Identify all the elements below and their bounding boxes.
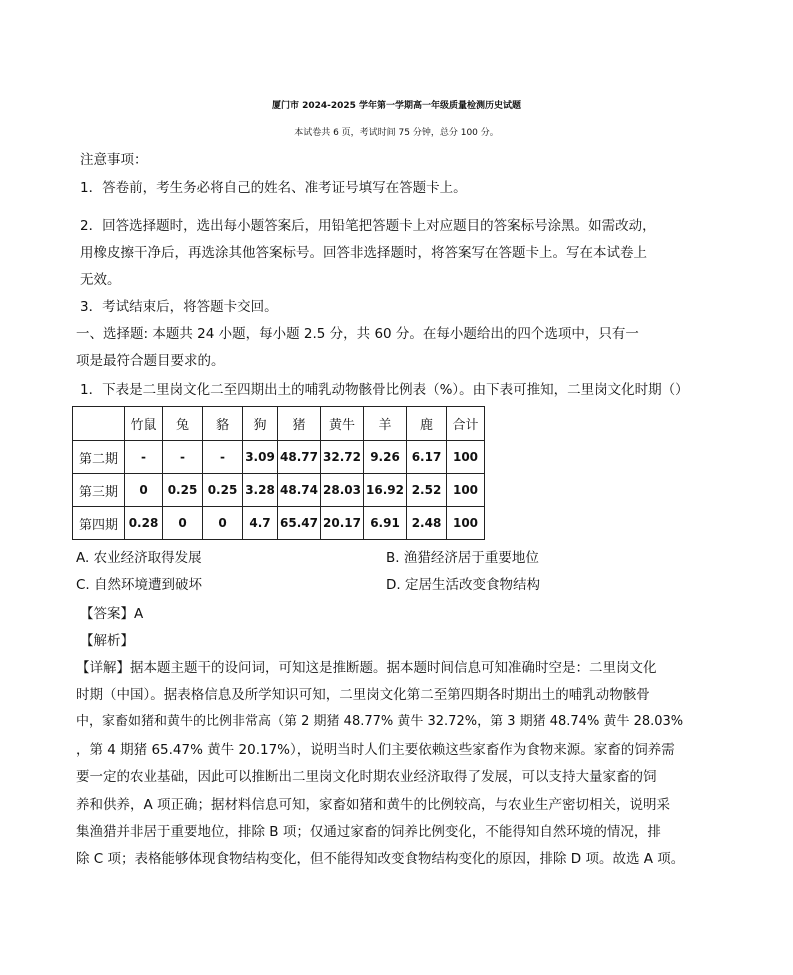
- exam-subtitle: 本试卷共 6 页，考试时间 75 分钟，总分 100 分。: [294, 128, 499, 138]
- notice-item-1: 1．答卷前，考生务必将自己的姓名、准考证号填写在答题卡上。: [80, 180, 467, 196]
- detail-line: 要一定的农业基础，因此可以推断出二里岗文化时期农业经济取得了发展，可以支持大量家畜的饲: [76, 769, 657, 785]
- section-heading: 一、选择题: 本题共 24 小题，每小题 2.5 分，共 60 分。在每小题给出的四个选项中，只有一: [76, 326, 639, 342]
- table-cell: 100: [447, 441, 485, 474]
- table-row: [73, 507, 485, 540]
- table-cell: 9.26: [364, 441, 407, 474]
- option-d: D. 定居生活改变食物结构: [386, 577, 540, 593]
- answer-label: 【答案】A: [80, 606, 144, 622]
- table-cell: 48.74: [278, 474, 321, 507]
- table-cell: 3.09: [243, 441, 278, 474]
- notice-item-2: 2．回答选择题时，选出每小题答案后，用铅笔把答题卡上对应题目的答案标号涂黑。如需改动，: [80, 218, 656, 234]
- table-header-cell: 竹鼠: [125, 407, 163, 441]
- table-row: [73, 441, 485, 474]
- notice-item-2-cont: 用橡皮擦干净后，再选涂其他答案标号。回答非选择题时，将答案写在答题卡上。写在本试卷上: [80, 245, 647, 261]
- question-1-stem: 1．下表是二里岗文化二至四期出土的哺乳动物骸骨比例表（%）。由下表可推知，二里岗文化时期（）: [80, 382, 689, 398]
- option-c: C. 自然环境遭到破坏: [76, 577, 203, 593]
- table-cell: -: [125, 441, 163, 474]
- notice-item-3: 3．考试结束后，将答题卡交回。: [80, 299, 278, 315]
- table-header-cell: [73, 407, 125, 441]
- detail-line: 集渔猎并非居于重要地位，排除 B 项；仅通过家畜的饲养比例变化，不能得知自然环境的情况，排: [76, 824, 661, 840]
- table-header-cell: 鹿: [407, 407, 447, 441]
- section-heading-cont: 项是最符合题目要求的。: [76, 353, 225, 369]
- table-cell: 6.17: [407, 441, 447, 474]
- table-row: [73, 474, 485, 507]
- table-header-cell: 合计: [447, 407, 485, 441]
- table-cell: 2.48: [407, 507, 447, 540]
- table-header-cell: 黄牛: [321, 407, 364, 441]
- table-header-cell: 兔: [163, 407, 203, 441]
- detail-line: 除 C 项；表格能够体现食物结构变化，但不能得知改变食物结构变化的原因，排除 D 项。故选 A 项。: [76, 851, 685, 867]
- table-header-cell: 狗: [243, 407, 278, 441]
- table-cell: 0.28: [125, 507, 163, 540]
- table-cell: 28.03: [321, 474, 364, 507]
- bone-ratio-table: [72, 406, 485, 540]
- table-cell: 3.28: [243, 474, 278, 507]
- table-cell-period: 第二期: [73, 441, 125, 474]
- table-header-cell: 猪: [278, 407, 321, 441]
- detail-line: ，第 4 期猪 65.47% 黄牛 20.17%），说明当时人们主要依赖这些家畜作为食物来源。家畜的饲养需: [76, 742, 675, 758]
- table-cell: -: [203, 441, 243, 474]
- table-cell: 2.52: [407, 474, 447, 507]
- table-cell-period: 第三期: [73, 474, 125, 507]
- table-cell: 6.91: [364, 507, 407, 540]
- table-cell: 4.7: [243, 507, 278, 540]
- notice-heading: 注意事项：: [80, 152, 148, 168]
- table-header-cell: 羊: [364, 407, 407, 441]
- table-header-cell: 貉: [203, 407, 243, 441]
- table-cell: 48.77: [278, 441, 321, 474]
- option-a: A. 农业经济取得发展: [76, 550, 202, 566]
- analysis-label: 【解析】: [80, 633, 134, 649]
- notice-item-2-end: 无效。: [80, 272, 121, 288]
- table-cell: 32.72: [321, 441, 364, 474]
- exam-title: 厦门市 2024-2025 学年第一学期高一年级质量检测历史试题: [271, 101, 522, 111]
- table-header-row: [73, 407, 485, 441]
- table-cell-period: 第四期: [73, 507, 125, 540]
- detail-line: 【详解】据本题主题干的设问词，可知这是推断题。据本题时间信息可知准确时空是：二里岗文化: [76, 660, 657, 676]
- detail-line: 中，家畜如猪和黄牛的比例非常高（第 2 期猪 48.77% 黄牛 32.72%，第 3 期猪 48.74% 黄牛 28.03%: [76, 714, 684, 729]
- table-cell: 16.92: [364, 474, 407, 507]
- table-cell: 0.25: [203, 474, 243, 507]
- table-cell: 65.47: [278, 507, 321, 540]
- table-cell: 100: [447, 474, 485, 507]
- table-cell: 0: [163, 507, 203, 540]
- option-b: B. 渔猎经济居于重要地位: [386, 550, 539, 566]
- table-cell: 0: [203, 507, 243, 540]
- detail-line: 时期（中国）。据表格信息及所学知识可知，二里岗文化第二至第四期各时期出土的哺乳动物骸骨: [76, 687, 650, 703]
- detail-line: 养和供养，A 项正确；据材料信息可知，家畜如猪和黄牛的比例较高，与农业生产密切相关，说明采: [76, 797, 671, 813]
- table-cell: 20.17: [321, 507, 364, 540]
- table-cell: 0: [125, 474, 163, 507]
- table-cell: 0.25: [163, 474, 203, 507]
- table-cell: -: [163, 441, 203, 474]
- table-cell: 100: [447, 507, 485, 540]
